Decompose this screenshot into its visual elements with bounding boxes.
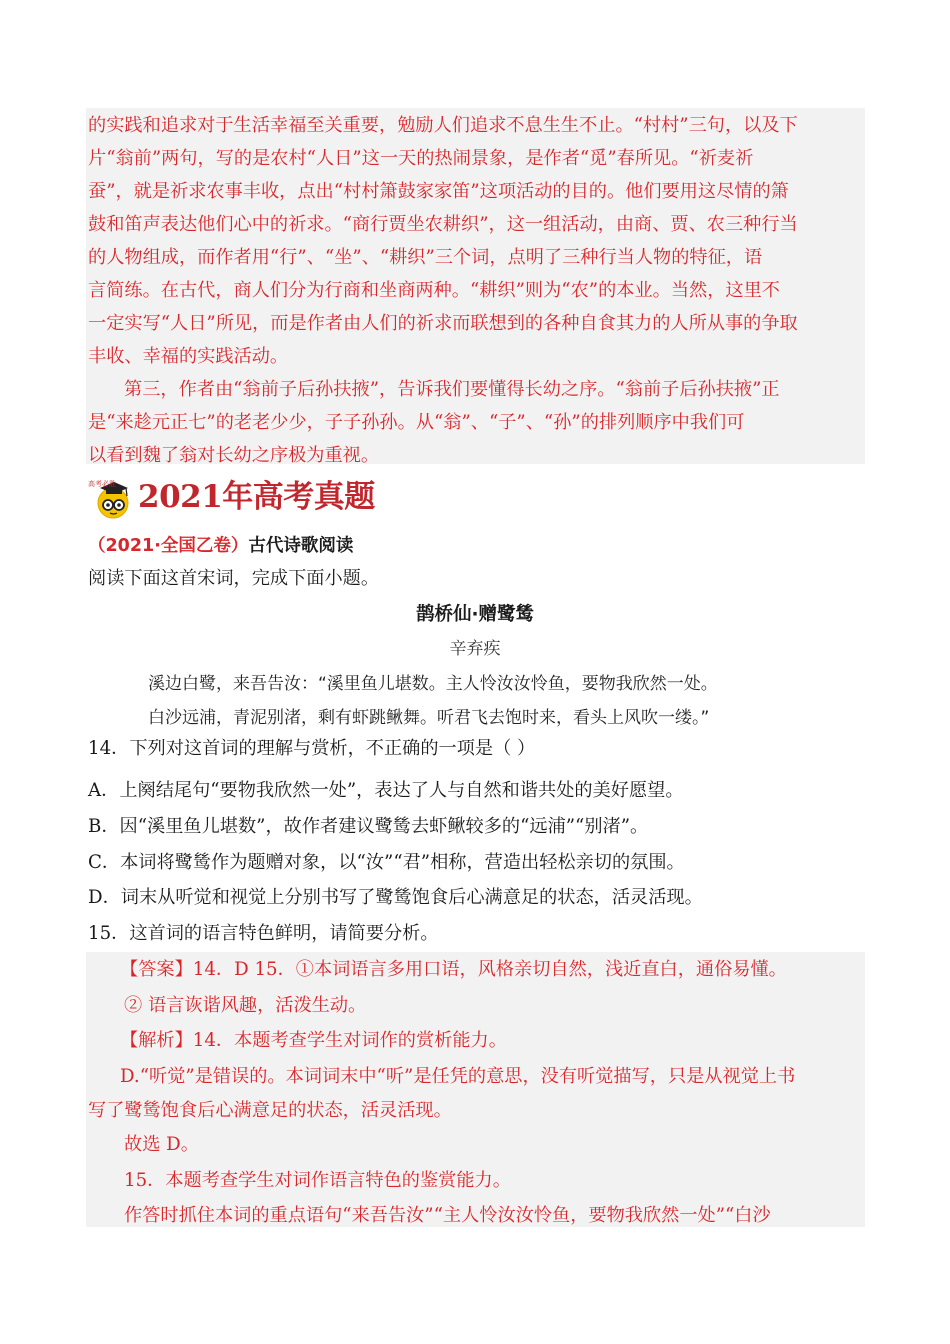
- question-14: 14．下列对这首词的理解与赏析，不正确的一项是（ ）: [88, 738, 536, 759]
- graduate-owl-logo-icon: [86, 476, 134, 520]
- question-15: 15．这首词的语言特色鲜明，请简要分析。: [88, 923, 439, 944]
- option-d: D．词末从听觉和视觉上分别书写了鹭鸶饱食后心满意足的状态，活灵活现。: [88, 887, 703, 908]
- section-title: 2021年高考真题: [138, 479, 375, 515]
- analysis-line: 蚕”，就是祈求农事丰收，点出“村村箫鼓家家笛”这项活动的目的。他们要用这尽情的箫: [88, 181, 789, 202]
- option-a: A．上阕结尾句“要物我欣然一处”，表达了人与自然和谐共处的美好愿望。: [88, 780, 684, 801]
- analysis-line: 鼓和笛声表达他们心中的祈求。“商行贾坐农耕织”，这一组活动，由商、贾、农三种行当: [88, 214, 798, 235]
- analysis-line: 丰收、幸福的实践活动。: [88, 346, 289, 367]
- poem-line: 溪边白鹭，来吾告汝：“溪里鱼儿堪数。主人怜汝汝怜鱼，要物我欣然一处。: [148, 674, 718, 694]
- poem-line: 白沙远浦，青泥别渚，剩有虾跳鳅舞。听君飞去饱时来，看头上风吹一缕。”: [148, 708, 710, 728]
- analysis-line: 第三，作者由“翁前子后孙扶掖”，告诉我们要懂得长幼之序。“翁前子后孙扶掖”正: [124, 379, 780, 400]
- option-b: B．因“溪里鱼儿堪数”，故作者建议鹭鸶去虾鳅较多的“远浦”“别渚”。: [88, 816, 649, 837]
- question-source-tag: （2021·全国乙卷）: [88, 536, 249, 556]
- question-source: [88, 534, 353, 558]
- analysis-line: 以看到魏了翁对长幼之序极为重视。: [88, 445, 380, 466]
- analysis-line: 的实践和追求对于生活幸福至关重要，勉励人们追求不息生生不止。“村村”三句，以及下: [88, 115, 798, 136]
- analysis-line: 一定实写“人日”所见，而是作者由人们的祈求而联想到的各种自食其力的人所从事的争取: [88, 313, 798, 334]
- analysis-line: 作答时抓住本词的重点语句“来吾告汝”“主人怜汝汝怜鱼，要物我欣然一处”“白沙: [124, 1205, 771, 1226]
- analysis-line: 写了鹭鸶饱食后心满意足的状态，活灵活现。: [88, 1100, 452, 1121]
- analysis-line: 故选 D。: [124, 1134, 199, 1155]
- analysis-line: 的人物组成，而作者用“行”、“坐”、“耕织”三个词，点明了三种行当人物的特征，语: [88, 247, 763, 268]
- answer-line: 【答案】14．D 15．①本词语言多用口语，风格亲切自然，浅近直白，通俗易懂。: [120, 959, 787, 980]
- analysis-line: 是“来趁元正七”的老老少少，子子孙孙。从“翁”、“子”、“孙”的排列顺序中我们可: [88, 412, 745, 433]
- analysis-line: 【解析】14．本题考查学生对词作的赏析能力。: [120, 1030, 507, 1051]
- poem-author: 辛弃疾: [449, 639, 501, 659]
- analysis-line: 片“翁前”两句，写的是农村“人日”这一天的热闹景象，是作者“觅”春所见。“祈麦祈: [88, 148, 754, 169]
- question-type: 古代诗歌阅读: [248, 536, 354, 556]
- analysis-line: D.“听觉”是错误的。本词词末中“听”是任凭的意思，没有听觉描写，只是从视觉上书: [120, 1066, 796, 1087]
- question-instruction: 阅读下面这首宋词，完成下面小题。: [88, 568, 380, 589]
- answer-line: ② 语言诙谐风趣，活泼生动。: [124, 995, 367, 1016]
- option-c: C．本词将鹭鸶作为题赠对象，以“汝”“君”相称，营造出轻松亲切的氛围。: [88, 852, 685, 873]
- analysis-line: 言简练。在古代，商人们分为行商和坐商两种。“耕织”则为“农”的本业。当然，这里不: [88, 280, 780, 301]
- analysis-line: 15．本题考查学生对词作语言特色的鉴赏能力。: [124, 1170, 511, 1191]
- svg-text:高考必胜: 高考必胜: [88, 480, 116, 488]
- poem-title: 鹊桥仙·赠鹭鸶: [415, 604, 535, 625]
